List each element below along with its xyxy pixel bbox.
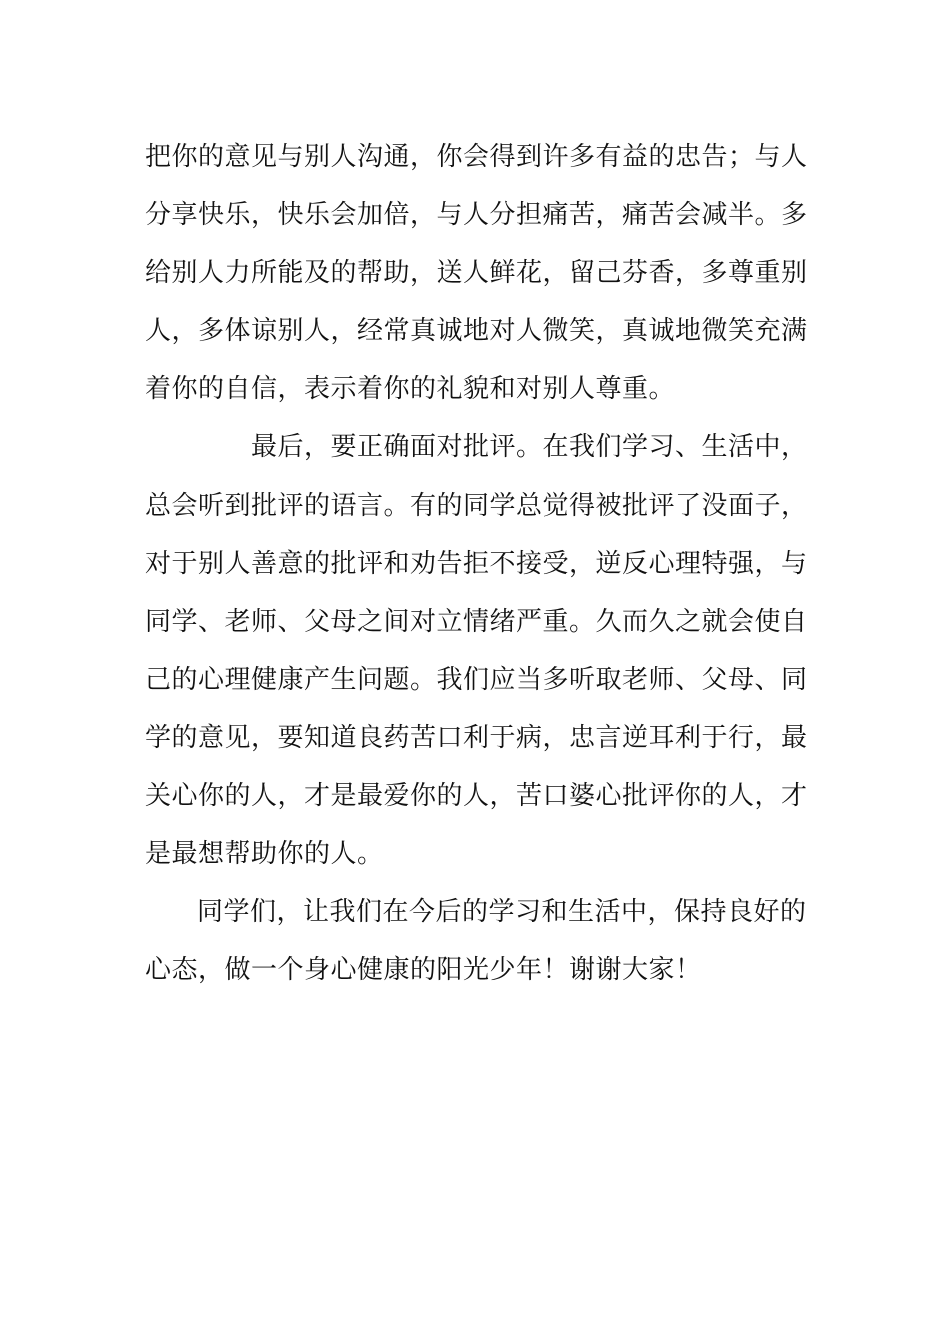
text-line: 关心你的人，才是最爱你的人，苦口婆心批评你的人，才 [145,781,808,812]
text-line: 人，多体谅别人，经常真诚地对人微笑，真诚地微笑充满 [145,316,808,347]
text-line: 最后，要正确面对批评。在我们学习、生活中， [251,432,808,463]
text-line: 给别人力所能及的帮助，送人鲜花，留己芬香，多尊重别 [145,258,808,289]
paragraph-2 [145,418,815,883]
text-line: 对于别人善意的批评和劝告拒不接受，逆反心理特强，与 [145,548,808,579]
text-line: 着你的自信，表示着你的礼貌和对别人尊重。 [145,374,676,405]
paragraph-1 [145,128,815,418]
text-line: 是最想帮助你的人。 [145,839,384,870]
document-body [145,128,815,999]
text-line: 把你的意见与别人沟通，你会得到许多有益的忠告；与人 [145,142,808,172]
text-line: 总会听到批评的语言。有的同学总觉得被批评了没面子， [145,490,808,521]
text-line: 心态，做一个身心健康的阳光少年！谢谢大家！ [145,955,702,986]
paragraph-3 [145,883,815,999]
text-line: 同学、老师、父母之间对立情绪严重。久而久之就会使自 [145,606,808,637]
text-line: 学的意见，要知道良药苦口利于病，忠言逆耳利于行，最 [145,722,808,753]
text-line: 同学们，让我们在今后的学习和生活中，保持良好的 [197,897,807,928]
text-line: 分享快乐，快乐会加倍，与人分担痛苦，痛苦会减半。多 [145,200,808,231]
text-line: 己的心理健康产生问题。我们应当多听取老师、父母、同 [145,664,808,695]
